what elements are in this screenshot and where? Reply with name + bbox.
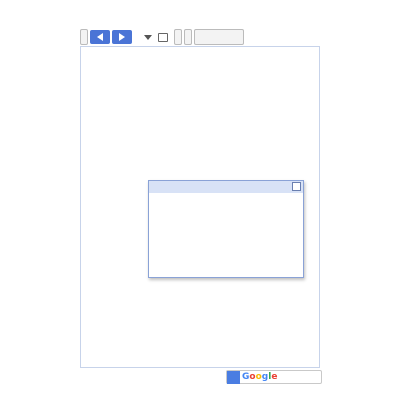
week-view-button[interactable] [174, 29, 182, 45]
google-calendar-button[interactable] [226, 370, 322, 384]
prev-month-button[interactable] [90, 30, 110, 44]
arrow-right-icon [119, 33, 125, 41]
close-icon[interactable] [292, 182, 301, 191]
print-button[interactable] [158, 33, 170, 42]
next-month-button[interactable] [112, 30, 132, 44]
calendar-toolbar [80, 28, 328, 46]
today-button[interactable] [80, 29, 88, 45]
plus-icon [227, 371, 240, 384]
month-dropdown-icon[interactable] [144, 35, 152, 40]
day-event-popup [148, 180, 304, 278]
google-logo: Google [242, 372, 278, 382]
month-view-button[interactable] [184, 29, 192, 45]
popup-header [149, 181, 303, 193]
printer-icon [158, 33, 168, 42]
arrow-left-icon [97, 33, 103, 41]
agenda-view-button[interactable] [194, 29, 244, 45]
